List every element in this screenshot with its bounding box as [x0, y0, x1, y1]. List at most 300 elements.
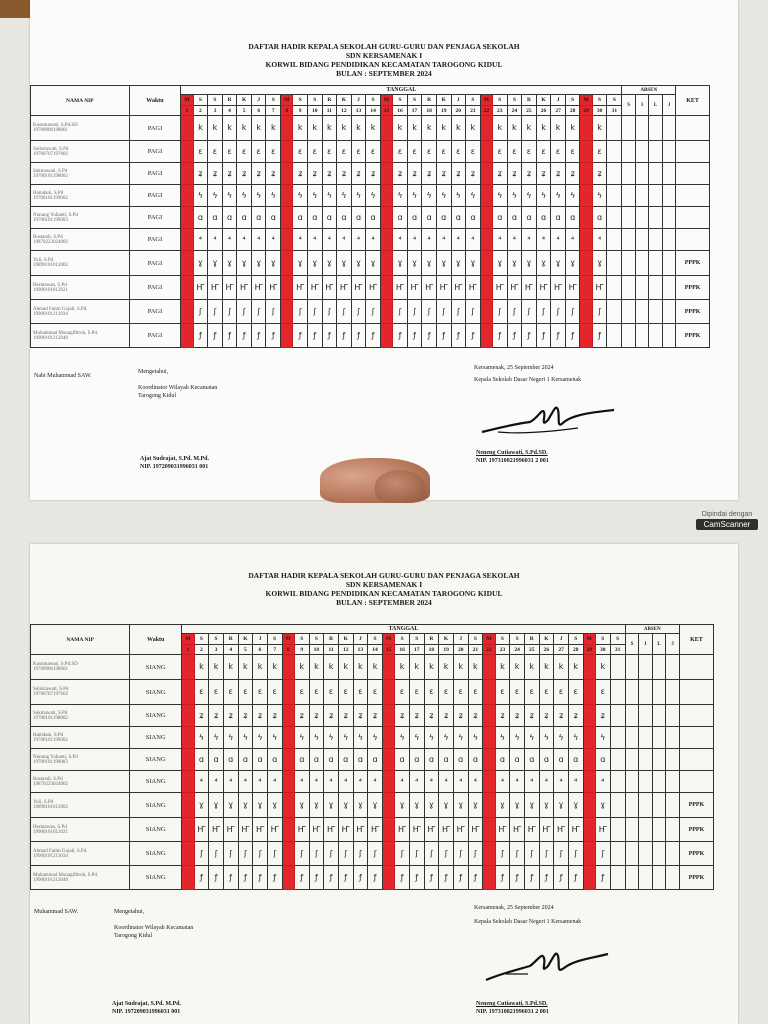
signature-mark — [466, 207, 481, 229]
signature-mark — [451, 141, 466, 163]
signature-mark — [223, 842, 238, 866]
signature-mark — [338, 818, 353, 842]
signature-mark — [266, 324, 281, 348]
ket-cell — [679, 771, 713, 793]
signature-mark — [393, 141, 408, 163]
signature-mark — [366, 185, 381, 207]
absen-cell — [625, 727, 639, 749]
table-row — [31, 793, 714, 818]
signature-mark — [251, 229, 266, 251]
paraf-glyph: ƒ — [327, 330, 331, 340]
signature-mark — [337, 207, 352, 229]
paraf-glyph: ɑ — [399, 754, 405, 764]
signature-mark — [322, 185, 337, 207]
paraf-glyph: ʃ — [459, 848, 463, 858]
holiday-cell — [182, 749, 194, 771]
signature-mark — [309, 818, 324, 842]
day-letter: S — [294, 634, 309, 645]
signature-mark — [395, 818, 410, 842]
paraf-glyph: ƒ — [427, 330, 431, 340]
day-letter: S — [466, 95, 481, 106]
signature-mark — [351, 251, 366, 276]
paraf-glyph: k — [241, 123, 247, 132]
signature-mark — [407, 300, 422, 324]
paraf-glyph: ⁴ — [415, 776, 419, 786]
empty-cell — [610, 680, 625, 705]
signature-mark — [595, 866, 610, 890]
date-number: 22 — [483, 645, 495, 655]
signature-mark — [495, 727, 510, 749]
signature-mark — [507, 229, 522, 251]
signature-mark — [223, 771, 238, 793]
empty-cell — [610, 727, 625, 749]
signature-mark — [551, 116, 566, 141]
paraf-glyph: k — [372, 662, 378, 671]
signature-mark — [439, 680, 454, 705]
signature-mark — [468, 727, 483, 749]
holiday-cell — [583, 818, 595, 842]
signature-mark — [565, 116, 580, 141]
teacher-name-cell — [31, 771, 130, 793]
paraf-glyph: ʑ — [228, 710, 233, 720]
teacher-name: Nunung Yulianti, S.Pd — [33, 212, 78, 218]
holiday-cell — [382, 793, 394, 818]
paraf-glyph: ϟ — [441, 190, 447, 200]
principal-signature — [478, 398, 618, 442]
paraf-glyph: ɑ — [198, 754, 204, 764]
signature-mark — [539, 727, 554, 749]
paraf-glyph: ʑ — [544, 710, 549, 720]
signature-mark — [424, 771, 439, 793]
signature-mark — [309, 749, 324, 771]
paraf-glyph: ɑ — [341, 212, 347, 222]
paraf-glyph: ɣ — [326, 258, 332, 267]
paraf-glyph: ϟ — [540, 190, 547, 200]
signature-mark — [307, 276, 322, 300]
paraf-glyph: ϟ — [270, 190, 276, 200]
holiday-cell — [282, 866, 294, 890]
signature-mark — [565, 163, 580, 185]
signature-mark — [536, 163, 551, 185]
paraf-glyph: ⁴ — [258, 776, 262, 786]
paraf-glyph: ϟ — [470, 190, 476, 200]
kepsek-nip: NIP. 197310821996031 2 001 — [476, 1009, 549, 1015]
signature-mark — [492, 163, 507, 185]
signature-mark — [554, 680, 569, 705]
signature-mark — [554, 866, 569, 890]
signature-mark — [409, 749, 424, 771]
signature-mark — [568, 842, 583, 866]
paraf-glyph: ⁴ — [373, 776, 377, 786]
signature-mark — [322, 324, 337, 348]
absen-col-header: I — [635, 95, 648, 116]
holiday-cell — [480, 251, 492, 276]
signature-mark — [495, 866, 510, 890]
holiday-cell — [583, 655, 595, 680]
footer-left-note: Nabi Muhammad SAW. — [34, 373, 92, 379]
paraf-glyph: Ҥ — [568, 282, 577, 292]
holiday-cell — [380, 229, 392, 251]
ket-cell — [676, 229, 710, 251]
table-row — [31, 705, 714, 727]
absen-cell — [662, 229, 675, 251]
paraf-glyph: ⁴ — [329, 776, 333, 786]
korwil-nip: NIP. 197209031996031 001 — [140, 464, 209, 470]
day-letter: S — [307, 95, 322, 106]
day-letter: M — [182, 634, 194, 645]
absen-col-header: S — [625, 634, 639, 655]
paraf-glyph: ⁴ — [515, 776, 519, 786]
paraf-glyph: ϟ — [443, 732, 449, 742]
koordinator-area: Tarogong Kidul — [138, 393, 177, 399]
paraf-glyph: ɛ — [526, 146, 532, 156]
paraf-glyph: Ҥ — [554, 282, 563, 292]
teacher-nip: 19890101012002 — [33, 263, 68, 268]
signature-mark — [324, 705, 339, 727]
absen-cell — [625, 793, 639, 818]
column-header-name: NAMA NIP — [31, 86, 130, 116]
paraf-glyph: ϟ — [343, 732, 349, 742]
paraf-glyph: ɣ — [414, 800, 420, 809]
date-number: 25 — [524, 645, 539, 655]
teacher-name: Rustandi, S.Pd — [33, 776, 63, 782]
teacher-nip: 19900101211034 — [33, 853, 68, 859]
signature-mark — [451, 185, 466, 207]
paraf-glyph: ϟ — [497, 190, 503, 200]
table-row — [31, 324, 710, 348]
signature-mark — [193, 163, 208, 185]
paraf-glyph: ʃ — [415, 848, 419, 858]
absen-col-header: I — [639, 634, 653, 655]
paraf-glyph: Ҥ — [270, 824, 279, 834]
signature-mark — [507, 300, 522, 324]
teacher-nip: 19900101211034 — [33, 311, 68, 317]
holiday-cell — [483, 655, 495, 680]
paraf-glyph: ɑ — [472, 754, 478, 764]
paraf-glyph: ʃ — [442, 306, 446, 316]
paraf-glyph: ɑ — [357, 754, 363, 764]
signature-mark — [209, 793, 224, 818]
paraf-glyph: ʃ — [571, 306, 574, 316]
paraf-glyph: ʃ — [229, 848, 233, 858]
paraf-glyph: ƒ — [213, 330, 217, 340]
signature-mark — [524, 866, 539, 890]
signature-mark — [324, 793, 339, 818]
paraf-glyph: ɛ — [272, 687, 277, 696]
paraf-glyph: ƒ — [515, 872, 519, 882]
signature-mark — [338, 727, 353, 749]
absen-cell — [649, 229, 662, 251]
signature-mark — [253, 655, 268, 680]
holiday-cell — [580, 324, 592, 348]
absen-cell — [625, 680, 639, 705]
date-number: 24 — [507, 106, 522, 116]
paraf-glyph: ɑ — [256, 212, 262, 222]
paraf-glyph: ɣ — [399, 800, 405, 809]
signature-mark — [324, 680, 339, 705]
signature-mark — [436, 251, 451, 276]
signature-mark — [551, 276, 566, 300]
signature-mark — [522, 229, 537, 251]
signature-mark — [353, 866, 368, 890]
paraf-glyph: Ҥ — [341, 824, 350, 834]
paraf-glyph: k — [544, 662, 549, 671]
teacher-nip: 19900101212040 — [33, 877, 68, 883]
teacher-name: Sulistiawati, S.Pd — [33, 146, 69, 152]
paraf-glyph: ɛ — [356, 146, 361, 156]
signature-mark — [322, 141, 337, 163]
waktu-cell: PAGI — [129, 163, 181, 185]
signature-mark — [522, 251, 537, 276]
signature-mark — [209, 842, 224, 866]
signature-mark — [424, 749, 439, 771]
signature-mark — [193, 207, 208, 229]
signature-mark — [338, 793, 353, 818]
signature-mark — [351, 116, 366, 141]
paraf-glyph: k — [358, 662, 363, 671]
signature-mark — [592, 324, 607, 348]
holiday-cell — [282, 727, 294, 749]
signature-mark — [422, 116, 437, 141]
paraf-glyph: ϟ — [341, 190, 347, 200]
signature-mark — [453, 866, 468, 890]
signature-mark — [223, 818, 238, 842]
paraf-glyph: ɛ — [372, 687, 378, 696]
paraf-glyph: k — [272, 662, 277, 671]
teacher-nip: 19900101012021 — [33, 829, 68, 835]
signature-mark — [451, 276, 466, 300]
signature-mark — [353, 705, 368, 727]
signature-mark — [409, 866, 424, 890]
signature-mark — [409, 727, 424, 749]
paraf-glyph: ϟ — [573, 732, 579, 742]
signature-mark — [208, 141, 223, 163]
holiday-cell — [583, 866, 595, 890]
day-letter: J — [451, 95, 466, 106]
paraf-glyph: ɛ — [426, 146, 432, 156]
signature-mark — [267, 705, 282, 727]
paraf-glyph: ƒ — [198, 330, 202, 340]
signature-mark — [510, 866, 525, 890]
absen-cell — [666, 727, 680, 749]
paraf-glyph: ɣ — [256, 258, 262, 267]
signature-mark — [395, 705, 410, 727]
signature-mark — [439, 793, 454, 818]
day-letter: M — [480, 95, 492, 106]
ket-cell: PPPK — [679, 793, 713, 818]
paraf-glyph: ʑ — [328, 710, 334, 720]
date-number: 29 — [580, 106, 592, 116]
day-letter: R — [324, 634, 339, 645]
paraf-glyph: ɑ — [600, 754, 606, 764]
teacher-name-cell — [31, 655, 130, 680]
signature-mark — [468, 818, 483, 842]
signature-mark — [238, 655, 253, 680]
paraf-glyph: Ҥ — [539, 282, 548, 292]
signature-mark — [293, 185, 308, 207]
paraf-glyph: ʃ — [430, 848, 433, 858]
empty-cell — [610, 842, 625, 866]
signature-mark — [393, 300, 408, 324]
signature-mark — [393, 276, 408, 300]
absen-cell — [635, 207, 648, 229]
paraf-glyph: ɛ — [541, 146, 546, 156]
paraf-glyph: ɛ — [473, 687, 478, 696]
signature-mark — [424, 680, 439, 705]
ket-cell — [676, 185, 710, 207]
kepsek-name: Neneng Cutiawati, S.Pd.SD. — [476, 1001, 548, 1007]
paraf-glyph: ϟ — [555, 190, 561, 200]
absen-col-header: L — [652, 634, 666, 655]
holiday-cell — [580, 185, 592, 207]
ket-cell — [676, 207, 710, 229]
signature-mark — [351, 185, 366, 207]
paraf-glyph: ƒ — [357, 330, 360, 340]
table-row — [31, 749, 714, 771]
day-letter: S — [293, 95, 308, 106]
signature-mark — [592, 276, 607, 300]
paraf-glyph: ϟ — [458, 732, 464, 742]
paraf-glyph: ƒ — [530, 872, 534, 882]
paraf-glyph: ɣ — [297, 258, 303, 267]
teacher-nip: 19700707197602 — [33, 151, 68, 157]
signature-mark — [366, 207, 381, 229]
holiday-cell — [480, 163, 492, 185]
waktu-cell: PAGI — [129, 116, 181, 141]
paraf-glyph: ʑ — [272, 710, 277, 720]
holiday-cell — [181, 276, 193, 300]
signature-mark — [409, 771, 424, 793]
signature-mark — [322, 163, 337, 185]
teacher-name: Sukmawati, S.Pd — [33, 710, 68, 716]
kepsek-title: Kepala Sekolah Dasar Negeri 1 Kersamenak — [474, 377, 582, 383]
paraf-glyph: ʑ — [271, 168, 276, 178]
paraf-glyph: ⁴ — [544, 776, 549, 786]
paraf-glyph: ⁴ — [327, 234, 331, 244]
signature-mark — [338, 680, 353, 705]
paraf-glyph: ʃ — [456, 306, 460, 316]
signature-mark — [267, 749, 282, 771]
signature-mark — [595, 749, 610, 771]
paraf-glyph: ʃ — [601, 848, 605, 858]
signature-mark — [539, 705, 554, 727]
paraf-glyph: ϟ — [297, 190, 303, 200]
paraf-glyph: ʑ — [526, 168, 532, 178]
signature-mark — [294, 793, 309, 818]
signature-mark — [554, 793, 569, 818]
paraf-glyph: ⁴ — [498, 234, 502, 244]
signature-mark — [592, 116, 607, 141]
paraf-glyph: ƒ — [199, 872, 203, 882]
paraf-glyph: ɣ — [441, 258, 447, 267]
signature-mark — [468, 705, 483, 727]
day-letter: R — [424, 634, 439, 645]
paraf-glyph: k — [327, 123, 332, 132]
signature-mark — [551, 141, 566, 163]
teacher-name-cell — [31, 818, 130, 842]
attendance-table — [30, 85, 710, 348]
paraf-glyph: k — [314, 662, 319, 671]
paraf-glyph: ⁴ — [271, 234, 275, 244]
paraf-glyph: k — [270, 123, 276, 132]
paraf-glyph: ɛ — [512, 146, 517, 156]
signature-mark — [436, 163, 451, 185]
date-number: 18 — [424, 645, 439, 655]
paraf-glyph: ɑ — [397, 212, 403, 222]
paraf-glyph: ɣ — [500, 800, 505, 809]
signature-mark — [209, 680, 224, 705]
teacher-name: Sulistiawati, S.Pd — [33, 687, 69, 692]
paraf-glyph: ʑ — [541, 168, 546, 178]
signature-mark — [222, 207, 237, 229]
signature-mark — [409, 680, 424, 705]
signature-mark — [453, 749, 468, 771]
signature-mark — [551, 324, 566, 348]
signature-mark — [237, 300, 252, 324]
date-number: 5 — [238, 645, 253, 655]
paraf-glyph: ɑ — [328, 754, 334, 764]
signature-mark — [338, 842, 353, 866]
teacher-nip: 19700707197602 — [33, 692, 68, 697]
signature-mark — [565, 229, 580, 251]
holiday-cell — [182, 818, 194, 842]
table-row — [31, 251, 710, 276]
signature-mark — [267, 727, 282, 749]
empty-cell — [610, 866, 625, 890]
day-letter: S — [368, 634, 383, 645]
paraf-glyph: ɣ — [227, 258, 232, 267]
paraf-glyph: ɛ — [500, 687, 505, 696]
paraf-glyph: ɣ — [357, 800, 363, 809]
signature-mark — [592, 163, 607, 185]
signature-mark — [539, 842, 554, 866]
table-row — [31, 116, 710, 141]
holiday-cell — [181, 251, 193, 276]
table-row — [31, 185, 710, 207]
footer-mengetahui-block — [114, 908, 193, 940]
paraf-glyph: ϟ — [257, 732, 263, 742]
teacher-name-cell — [31, 749, 130, 771]
paraf-glyph: Ҥ — [297, 824, 306, 834]
holiday-cell — [281, 229, 293, 251]
day-letter: S — [407, 95, 422, 106]
paraf-glyph: ɣ — [270, 258, 276, 267]
day-letter: S — [266, 95, 281, 106]
paraf-glyph: ʃ — [598, 306, 601, 316]
paraf-glyph: ɣ — [213, 800, 219, 809]
signature-mark — [466, 185, 481, 207]
holiday-cell — [480, 207, 492, 229]
signature-mark — [222, 251, 237, 276]
column-header-waktu: Waktu — [129, 86, 181, 116]
signature-mark — [554, 771, 569, 793]
paraf-glyph: ɑ — [470, 212, 476, 222]
paraf-glyph: ɣ — [426, 258, 432, 267]
teacher-name: Hamdani, S.Pd — [33, 732, 64, 738]
signature-mark — [424, 818, 439, 842]
signature-mark — [510, 771, 525, 793]
date-number: 12 — [337, 106, 352, 116]
paraf-glyph: ʃ — [527, 306, 531, 316]
month-line: BULAN : SEPTEMBER 2024 — [336, 598, 432, 607]
paraf-glyph: k — [199, 662, 204, 671]
signature-mark — [324, 655, 339, 680]
paraf-glyph: ɑ — [412, 212, 418, 222]
holiday-cell — [480, 300, 492, 324]
waktu-cell: PAGI — [129, 229, 181, 251]
date-number: 11 — [322, 106, 337, 116]
date-number: 31 — [610, 645, 625, 655]
